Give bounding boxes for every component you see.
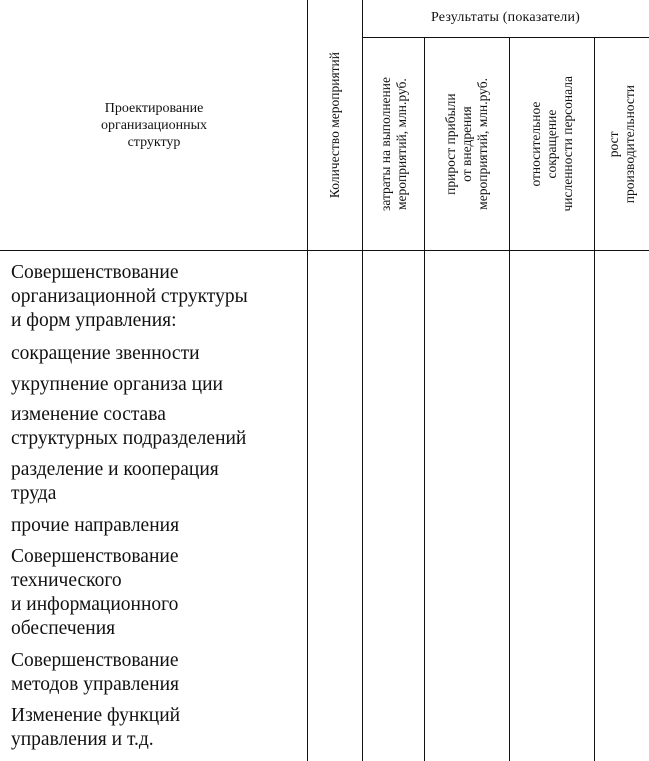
header-results-label: Результаты (показатели) [430, 10, 581, 25]
table-row: Совершенствование технического и информационного обеспечения [11, 546, 179, 639]
table-row: прочие направления [11, 515, 180, 536]
table-row: укрупнение организа ции [11, 374, 223, 395]
table-body [11, 261, 306, 752]
header-result-col-4 [595, 38, 649, 250]
header-result-col-1-label: затраты на выполнение мероприятий, млн.руб. [377, 76, 409, 211]
header-result-col-2-label: прирост прибыли от внедрения мероприятий, млн.руб. [443, 78, 490, 210]
header-count-cell [308, 0, 362, 250]
header-result-col-3-label: относительное сокращение численности персонала [528, 76, 575, 212]
header-bottom-rule [0, 250, 649, 251]
header-count-label: Количество мероприятий [327, 51, 342, 199]
header-result-col-4-label: рост производительности [606, 84, 637, 204]
header-result-col-1 [363, 38, 424, 250]
table-row: Изменение функций управления и т.д. [11, 705, 181, 750]
table-row: Совершенствование организационной структуры и форм управления: [11, 262, 248, 331]
header-result-col-2 [425, 38, 509, 250]
header-result-col-3 [510, 38, 594, 250]
header-main-cell [0, 0, 308, 250]
table-row: изменение состава структурных подразделений [11, 404, 247, 449]
table-row: сокращение звенности [11, 343, 200, 364]
table-row: Совершенствование методов управления [11, 650, 179, 695]
table-row: разделение и кооперация труда [11, 459, 219, 504]
header-main-title: Проектирование организационных структур [100, 100, 208, 150]
